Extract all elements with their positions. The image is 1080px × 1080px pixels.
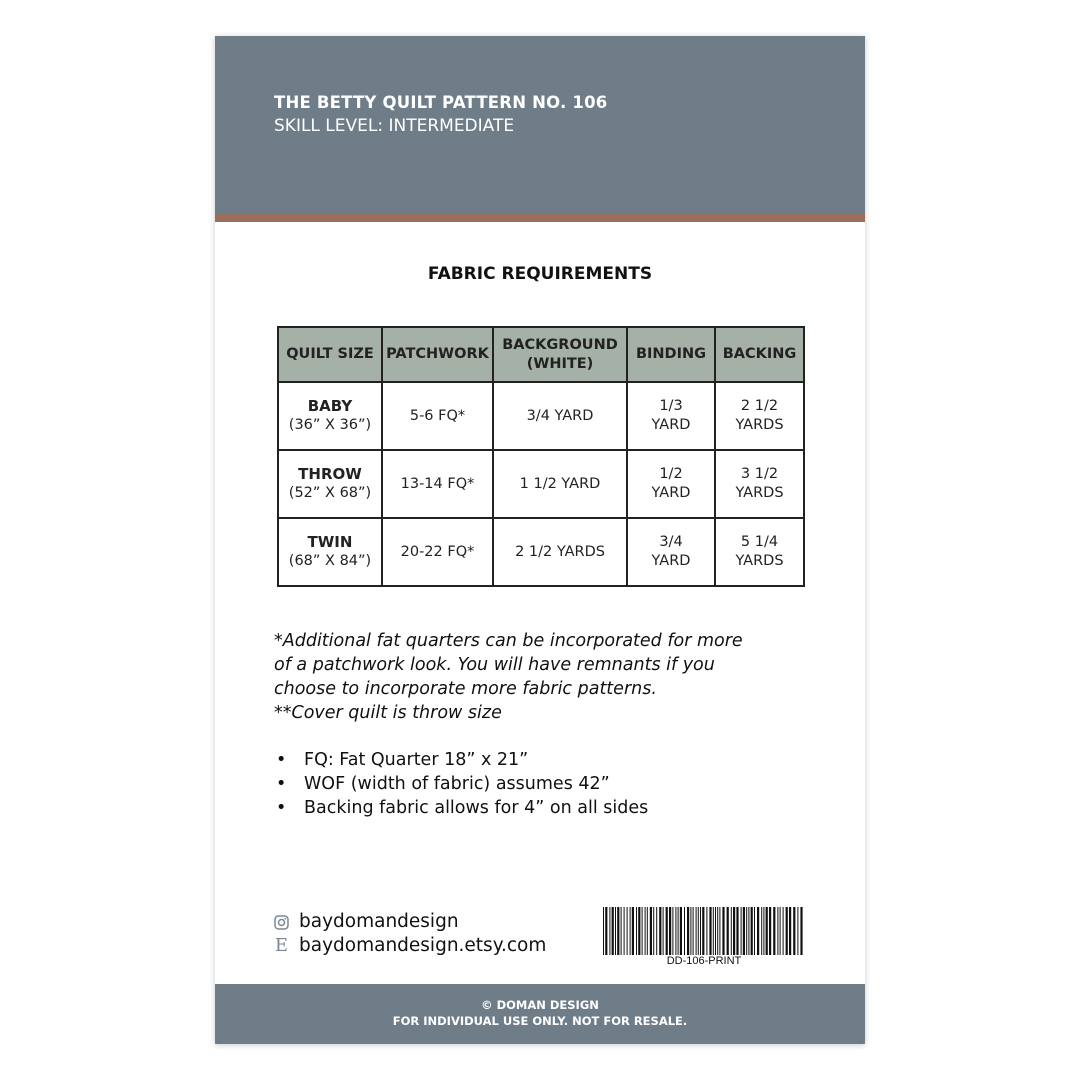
backing-unit: YARDS — [735, 417, 784, 433]
background-cell: 3/4 YARD — [493, 382, 627, 450]
usage-notice: FOR INDIVIDUAL USE ONLY. NOT FOR RESALE. — [392, 1014, 688, 1028]
barcode-bar — [793, 907, 795, 955]
barcode-bar — [700, 907, 701, 955]
barcode-bar — [642, 907, 643, 955]
barcode-bar — [678, 907, 679, 955]
background-cell: 1 1/2 YARD — [493, 450, 627, 518]
barcode-bar — [680, 907, 682, 955]
column-header-background-line2: (WHITE) — [526, 355, 594, 372]
barcode-bar — [615, 907, 616, 955]
binding-cell — [627, 382, 715, 450]
bullet-item: • WOF (width of fabric) assumes 42” — [274, 772, 834, 796]
accent-stripe — [215, 213, 865, 222]
barcode-bar — [773, 907, 775, 955]
barcode-bar — [702, 907, 704, 955]
binding-amount: 1/3 — [659, 398, 683, 414]
barcode-bar — [727, 907, 729, 955]
barcode-bar — [663, 907, 664, 955]
barcode-bar — [786, 907, 788, 955]
barcode-bar — [736, 907, 738, 955]
barcode-bar — [783, 907, 784, 955]
quilt-size-dimensions: (36” X 36”) — [288, 417, 372, 433]
skill-level: SKILL LEVEL: INTERMEDIATE — [274, 116, 515, 136]
table-header-row — [278, 327, 804, 382]
barcode-bar — [609, 907, 610, 955]
barcode-bar — [621, 907, 622, 955]
backing-unit: YARDS — [735, 553, 784, 569]
barcode-bar — [696, 907, 697, 955]
bullet-item: • FQ: Fat Quarter 18” x 21” — [274, 748, 834, 772]
barcode-bar — [666, 907, 668, 955]
etsy-contact[interactable] — [274, 935, 546, 956]
barcode-bar — [748, 907, 749, 955]
patchwork-cell: 5-6 FQ* — [382, 382, 493, 450]
footer-band — [215, 984, 865, 1044]
barcode-bar — [713, 907, 714, 955]
barcode-bar — [612, 907, 614, 955]
pattern-title: THE BETTY QUILT PATTERN NO. 106 — [274, 93, 608, 112]
backing-amount: 5 1/4 — [740, 534, 779, 550]
quilt-size-cell — [278, 518, 382, 586]
section-title: FABRIC REQUIREMENTS — [427, 264, 653, 284]
barcode-bar — [706, 907, 707, 955]
barcode-bar — [690, 907, 691, 955]
barcode-bar — [743, 907, 745, 955]
barcode-bar — [653, 907, 654, 955]
barcode-bar — [754, 907, 755, 955]
barcode-bar — [669, 907, 671, 955]
barcode-bar — [780, 907, 781, 955]
binding-unit: YARD — [651, 417, 691, 433]
quilt-size-cell — [278, 382, 382, 450]
instagram-contact[interactable] — [274, 911, 459, 932]
footnote-line: *Additional fat quarters can be incorporated for more — [274, 631, 743, 651]
barcode-bar — [672, 907, 673, 955]
barcode-bar — [757, 907, 759, 955]
column-header-backing: BACKING — [715, 327, 804, 382]
column-header-patchwork: PATCHWORK — [382, 327, 493, 382]
barcode-bar — [675, 907, 676, 955]
barcode-bar — [630, 907, 631, 955]
header-band — [215, 36, 865, 213]
barcode-label: DD-106-PRINT — [666, 955, 742, 967]
barcode-bar — [731, 907, 732, 955]
barcode-bar — [624, 907, 625, 955]
barcode-bar — [617, 907, 619, 955]
quilt-size-dimensions: (68” X 84”) — [288, 553, 372, 569]
barcode-bar — [684, 907, 685, 955]
quilt-size-name: THROW — [298, 465, 362, 483]
table-row — [278, 382, 804, 450]
barcode-bar — [763, 907, 764, 955]
backing-amount: 3 1/2 — [740, 466, 779, 482]
binding-unit: YARD — [651, 485, 691, 501]
column-header-background-line1: BACKGROUND — [502, 336, 618, 353]
barcode-bar — [751, 907, 753, 955]
footnotes — [274, 629, 834, 725]
binding-amount: 1/2 — [659, 466, 683, 482]
column-header-background — [493, 327, 627, 382]
instagram-handle: baydomandesign — [299, 911, 459, 932]
barcode-bar — [722, 907, 724, 955]
quilt-size-dimensions: (52” X 68”) — [288, 485, 372, 501]
barcode — [603, 907, 805, 955]
barcode-bar — [797, 907, 798, 955]
binding-cell — [627, 450, 715, 518]
binding-unit: YARD — [651, 553, 691, 569]
barcode-bar — [761, 907, 762, 955]
barcode-bar — [789, 907, 791, 955]
background-cell: 2 1/2 YARDS — [493, 518, 627, 586]
barcode-bar — [746, 907, 747, 955]
info-bullets — [274, 748, 834, 820]
instagram-icon — [274, 914, 289, 929]
barcode-bar — [636, 907, 637, 955]
binding-cell — [627, 518, 715, 586]
table-row — [278, 450, 804, 518]
pattern-card — [215, 36, 865, 1044]
column-header-binding: BINDING — [627, 327, 715, 382]
barcode-bar — [603, 907, 604, 955]
patchwork-cell: 20-22 FQ* — [382, 518, 493, 586]
patchwork-cell: 13-14 FQ* — [382, 450, 493, 518]
barcode-bar — [632, 907, 634, 955]
barcode-bar — [650, 907, 652, 955]
barcode-bar — [687, 907, 689, 955]
quilt-size-name: BABY — [307, 397, 353, 415]
etsy-url: baydomandesign.etsy.com — [299, 935, 547, 956]
bullet-item: • Backing fabric allows for 4” on all sides — [274, 796, 834, 820]
binding-amount: 3/4 — [659, 534, 683, 550]
footnote-line: **Cover quilt is throw size — [274, 703, 502, 723]
barcode-bar — [656, 907, 657, 955]
backing-amount: 2 1/2 — [740, 398, 779, 414]
quilt-size-cell — [278, 450, 382, 518]
backing-cell — [715, 382, 804, 450]
column-header-quilt-size: QUILT SIZE — [278, 327, 382, 382]
barcode-bar — [627, 907, 628, 955]
barcode-bar — [717, 907, 718, 955]
table-row — [278, 518, 804, 586]
barcode-bar — [777, 907, 778, 955]
barcode-bar — [733, 907, 735, 955]
fabric-requirements-table — [277, 326, 805, 587]
barcode-bar — [800, 907, 802, 955]
barcode-bar — [605, 907, 607, 955]
barcode-bar — [638, 907, 640, 955]
copyright: © DOMAN DESIGN — [481, 998, 599, 1012]
barcode-bar — [645, 907, 646, 955]
etsy-icon: E — [274, 934, 289, 956]
barcode-bar — [741, 907, 742, 955]
backing-unit: YARDS — [735, 485, 784, 501]
footnote-line: of a patchwork look. You will have remnants if you — [274, 655, 715, 675]
barcode-bar — [647, 907, 648, 955]
quilt-size-name: TWIN — [307, 533, 353, 551]
footnote-line: choose to incorporate more fabric patterns. — [274, 679, 657, 699]
barcode-bar — [709, 907, 711, 955]
barcode-bar — [659, 907, 661, 955]
barcode-bar — [766, 907, 768, 955]
backing-cell — [715, 518, 804, 586]
barcode-bar — [715, 907, 716, 955]
backing-cell — [715, 450, 804, 518]
barcode-bar — [719, 907, 720, 955]
barcode-bar — [698, 907, 699, 955]
barcode-bar — [693, 907, 694, 955]
barcode-bar — [769, 907, 771, 955]
